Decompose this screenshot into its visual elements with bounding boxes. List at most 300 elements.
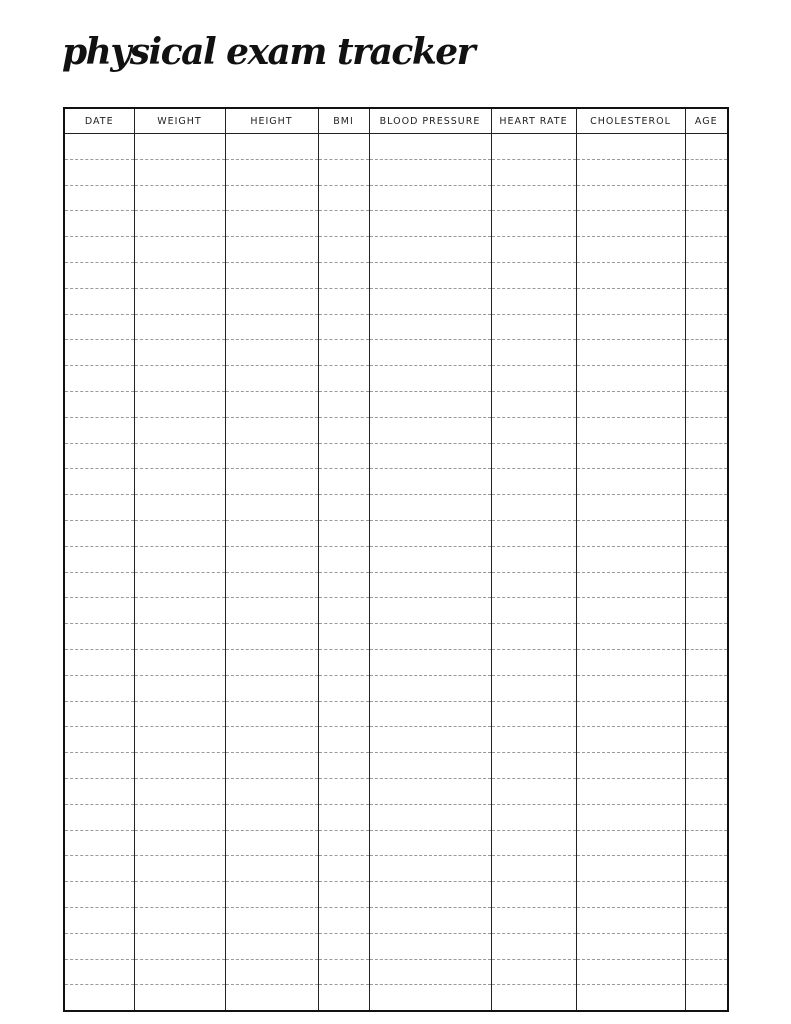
cell-bmi[interactable] [318, 933, 369, 959]
cell-date[interactable] [64, 933, 134, 959]
cell-age[interactable] [685, 159, 728, 185]
cell-blood-pressure[interactable] [369, 649, 491, 675]
cell-heart-rate[interactable] [491, 340, 576, 366]
cell-weight[interactable] [134, 675, 225, 701]
cell-cholesterol[interactable] [576, 727, 685, 753]
cell-date[interactable] [64, 262, 134, 288]
cell-height[interactable] [225, 753, 318, 779]
cell-height[interactable] [225, 495, 318, 521]
cell-date[interactable] [64, 314, 134, 340]
cell-weight[interactable] [134, 443, 225, 469]
cell-cholesterol[interactable] [576, 417, 685, 443]
cell-height[interactable] [225, 417, 318, 443]
cell-height[interactable] [225, 598, 318, 624]
table-row [64, 288, 728, 314]
cell-age[interactable] [685, 985, 728, 1011]
cell-weight[interactable] [134, 340, 225, 366]
cell-bmi[interactable] [318, 882, 369, 908]
table-row [64, 262, 728, 288]
cell-height[interactable] [225, 572, 318, 598]
cell-heart-rate[interactable] [491, 211, 576, 237]
cell-bmi[interactable] [318, 314, 369, 340]
cell-bmi[interactable] [318, 598, 369, 624]
cell-age[interactable] [685, 649, 728, 675]
cell-heart-rate[interactable] [491, 288, 576, 314]
cell-date[interactable] [64, 778, 134, 804]
table-row [64, 314, 728, 340]
cell-blood-pressure[interactable] [369, 907, 491, 933]
cell-weight[interactable] [134, 830, 225, 856]
cell-date[interactable] [64, 211, 134, 237]
cell-cholesterol[interactable] [576, 546, 685, 572]
cell-heart-rate[interactable] [491, 417, 576, 443]
cell-cholesterol[interactable] [576, 211, 685, 237]
cell-bmi[interactable] [318, 495, 369, 521]
cell-cholesterol[interactable] [576, 391, 685, 417]
cell-height[interactable] [225, 159, 318, 185]
cell-weight[interactable] [134, 933, 225, 959]
cell-heart-rate[interactable] [491, 778, 576, 804]
cell-blood-pressure[interactable] [369, 469, 491, 495]
table-row [64, 495, 728, 521]
table-row [64, 624, 728, 650]
cell-age[interactable] [685, 624, 728, 650]
cell-height[interactable] [225, 237, 318, 263]
cell-weight[interactable] [134, 882, 225, 908]
cell-height[interactable] [225, 959, 318, 985]
cell-height[interactable] [225, 314, 318, 340]
cell-blood-pressure[interactable] [369, 443, 491, 469]
cell-bmi[interactable] [318, 237, 369, 263]
cell-blood-pressure[interactable] [369, 830, 491, 856]
cell-weight[interactable] [134, 314, 225, 340]
cell-cholesterol[interactable] [576, 262, 685, 288]
cell-date[interactable] [64, 598, 134, 624]
table-row [64, 520, 728, 546]
cell-height[interactable] [225, 933, 318, 959]
cell-bmi[interactable] [318, 134, 369, 160]
cell-heart-rate[interactable] [491, 907, 576, 933]
cell-height[interactable] [225, 727, 318, 753]
cell-age[interactable] [685, 469, 728, 495]
cell-date[interactable] [64, 675, 134, 701]
cell-age[interactable] [685, 443, 728, 469]
cell-age[interactable] [685, 134, 728, 160]
cell-date[interactable] [64, 753, 134, 779]
cell-blood-pressure[interactable] [369, 933, 491, 959]
cell-date[interactable] [64, 804, 134, 830]
cell-height[interactable] [225, 546, 318, 572]
cell-date[interactable] [64, 340, 134, 366]
cell-height[interactable] [225, 778, 318, 804]
cell-weight[interactable] [134, 598, 225, 624]
cell-age[interactable] [685, 417, 728, 443]
cell-age[interactable] [685, 907, 728, 933]
cell-heart-rate[interactable] [491, 546, 576, 572]
table-row [64, 649, 728, 675]
cell-bmi[interactable] [318, 830, 369, 856]
cell-heart-rate[interactable] [491, 753, 576, 779]
cell-bmi[interactable] [318, 804, 369, 830]
cell-age[interactable] [685, 959, 728, 985]
cell-cholesterol[interactable] [576, 366, 685, 392]
cell-date[interactable] [64, 907, 134, 933]
cell-height[interactable] [225, 391, 318, 417]
cell-cholesterol[interactable] [576, 134, 685, 160]
cell-cholesterol[interactable] [576, 443, 685, 469]
cell-blood-pressure[interactable] [369, 417, 491, 443]
cell-height[interactable] [225, 185, 318, 211]
cell-blood-pressure[interactable] [369, 675, 491, 701]
cell-bmi[interactable] [318, 753, 369, 779]
cell-age[interactable] [685, 675, 728, 701]
cell-weight[interactable] [134, 520, 225, 546]
cell-weight[interactable] [134, 469, 225, 495]
cell-heart-rate[interactable] [491, 701, 576, 727]
cell-heart-rate[interactable] [491, 314, 576, 340]
cell-weight[interactable] [134, 727, 225, 753]
table-row [64, 469, 728, 495]
cell-age[interactable] [685, 778, 728, 804]
cell-heart-rate[interactable] [491, 520, 576, 546]
cell-bmi[interactable] [318, 185, 369, 211]
cell-heart-rate[interactable] [491, 391, 576, 417]
cell-weight[interactable] [134, 572, 225, 598]
cell-blood-pressure[interactable] [369, 288, 491, 314]
cell-weight[interactable] [134, 856, 225, 882]
cell-age[interactable] [685, 314, 728, 340]
cell-bmi[interactable] [318, 288, 369, 314]
cell-bmi[interactable] [318, 262, 369, 288]
cell-blood-pressure[interactable] [369, 520, 491, 546]
cell-bmi[interactable] [318, 159, 369, 185]
cell-bmi[interactable] [318, 391, 369, 417]
cell-cholesterol[interactable] [576, 959, 685, 985]
cell-height[interactable] [225, 469, 318, 495]
cell-date[interactable] [64, 882, 134, 908]
table-row [64, 391, 728, 417]
cell-blood-pressure[interactable] [369, 598, 491, 624]
cell-weight[interactable] [134, 185, 225, 211]
cell-cholesterol[interactable] [576, 520, 685, 546]
cell-weight[interactable] [134, 778, 225, 804]
cell-blood-pressure[interactable] [369, 237, 491, 263]
cell-bmi[interactable] [318, 624, 369, 650]
cell-cholesterol[interactable] [576, 159, 685, 185]
cell-bmi[interactable] [318, 649, 369, 675]
cell-heart-rate[interactable] [491, 366, 576, 392]
cell-heart-rate[interactable] [491, 675, 576, 701]
cell-bmi[interactable] [318, 546, 369, 572]
cell-bmi[interactable] [318, 856, 369, 882]
cell-date[interactable] [64, 159, 134, 185]
cell-bmi[interactable] [318, 572, 369, 598]
cell-heart-rate[interactable] [491, 572, 576, 598]
cell-cholesterol[interactable] [576, 288, 685, 314]
cell-cholesterol[interactable] [576, 495, 685, 521]
cell-blood-pressure[interactable] [369, 134, 491, 160]
cell-height[interactable] [225, 804, 318, 830]
cell-blood-pressure[interactable] [369, 882, 491, 908]
cell-heart-rate[interactable] [491, 134, 576, 160]
cell-heart-rate[interactable] [491, 262, 576, 288]
table-row [64, 237, 728, 263]
cell-height[interactable] [225, 907, 318, 933]
cell-weight[interactable] [134, 546, 225, 572]
table-row [64, 959, 728, 985]
cell-bmi[interactable] [318, 701, 369, 727]
cell-blood-pressure[interactable] [369, 572, 491, 598]
table-row [64, 134, 728, 160]
cell-heart-rate[interactable] [491, 495, 576, 521]
cell-age[interactable] [685, 804, 728, 830]
cell-heart-rate[interactable] [491, 959, 576, 985]
cell-age[interactable] [685, 727, 728, 753]
cell-date[interactable] [64, 495, 134, 521]
cell-bmi[interactable] [318, 675, 369, 701]
cell-date[interactable] [64, 727, 134, 753]
cell-age[interactable] [685, 520, 728, 546]
cell-bmi[interactable] [318, 340, 369, 366]
cell-weight[interactable] [134, 159, 225, 185]
cell-weight[interactable] [134, 624, 225, 650]
cell-heart-rate[interactable] [491, 985, 576, 1011]
cell-date[interactable] [64, 366, 134, 392]
cell-cholesterol[interactable] [576, 804, 685, 830]
cell-date[interactable] [64, 959, 134, 985]
cell-date[interactable] [64, 649, 134, 675]
cell-weight[interactable] [134, 985, 225, 1011]
cell-age[interactable] [685, 495, 728, 521]
cell-blood-pressure[interactable] [369, 495, 491, 521]
cell-date[interactable] [64, 856, 134, 882]
cell-height[interactable] [225, 262, 318, 288]
cell-weight[interactable] [134, 134, 225, 160]
cell-date[interactable] [64, 546, 134, 572]
cell-heart-rate[interactable] [491, 804, 576, 830]
cell-height[interactable] [225, 340, 318, 366]
cell-age[interactable] [685, 933, 728, 959]
cell-age[interactable] [685, 211, 728, 237]
cell-height[interactable] [225, 830, 318, 856]
cell-cholesterol[interactable] [576, 314, 685, 340]
cell-heart-rate[interactable] [491, 882, 576, 908]
table-row [64, 546, 728, 572]
cell-date[interactable] [64, 572, 134, 598]
cell-height[interactable] [225, 443, 318, 469]
cell-age[interactable] [685, 391, 728, 417]
cell-cholesterol[interactable] [576, 933, 685, 959]
cell-age[interactable] [685, 288, 728, 314]
table-row [64, 340, 728, 366]
cell-blood-pressure[interactable] [369, 727, 491, 753]
column-header-height: HEIGHT [225, 108, 318, 134]
cell-date[interactable] [64, 469, 134, 495]
table-row [64, 159, 728, 185]
cell-heart-rate[interactable] [491, 624, 576, 650]
cell-date[interactable] [64, 520, 134, 546]
cell-height[interactable] [225, 134, 318, 160]
cell-date[interactable] [64, 288, 134, 314]
cell-heart-rate[interactable] [491, 933, 576, 959]
cell-date[interactable] [64, 985, 134, 1011]
cell-height[interactable] [225, 701, 318, 727]
cell-bmi[interactable] [318, 469, 369, 495]
cell-age[interactable] [685, 882, 728, 908]
cell-heart-rate[interactable] [491, 237, 576, 263]
cell-weight[interactable] [134, 211, 225, 237]
cell-date[interactable] [64, 185, 134, 211]
cell-cholesterol[interactable] [576, 469, 685, 495]
table-row [64, 572, 728, 598]
cell-age[interactable] [685, 572, 728, 598]
cell-bmi[interactable] [318, 778, 369, 804]
cell-bmi[interactable] [318, 417, 369, 443]
cell-height[interactable] [225, 520, 318, 546]
cell-blood-pressure[interactable] [369, 778, 491, 804]
table-row [64, 830, 728, 856]
cell-date[interactable] [64, 237, 134, 263]
cell-heart-rate[interactable] [491, 649, 576, 675]
cell-weight[interactable] [134, 649, 225, 675]
cell-bmi[interactable] [318, 727, 369, 753]
cell-weight[interactable] [134, 391, 225, 417]
cell-blood-pressure[interactable] [369, 185, 491, 211]
cell-bmi[interactable] [318, 907, 369, 933]
cell-height[interactable] [225, 366, 318, 392]
cell-weight[interactable] [134, 701, 225, 727]
table-row [64, 366, 728, 392]
cell-age[interactable] [685, 262, 728, 288]
cell-weight[interactable] [134, 366, 225, 392]
cell-cholesterol[interactable] [576, 598, 685, 624]
cell-blood-pressure[interactable] [369, 391, 491, 417]
cell-cholesterol[interactable] [576, 856, 685, 882]
cell-date[interactable] [64, 830, 134, 856]
column-header-date: DATE [64, 108, 134, 134]
cell-cholesterol[interactable] [576, 753, 685, 779]
table-row [64, 417, 728, 443]
cell-age[interactable] [685, 366, 728, 392]
table-row [64, 727, 728, 753]
cell-weight[interactable] [134, 237, 225, 263]
cell-weight[interactable] [134, 804, 225, 830]
cell-weight[interactable] [134, 262, 225, 288]
cell-date[interactable] [64, 134, 134, 160]
cell-cholesterol[interactable] [576, 340, 685, 366]
cell-weight[interactable] [134, 959, 225, 985]
cell-bmi[interactable] [318, 959, 369, 985]
cell-height[interactable] [225, 882, 318, 908]
cell-bmi[interactable] [318, 520, 369, 546]
cell-bmi[interactable] [318, 443, 369, 469]
cell-cholesterol[interactable] [576, 985, 685, 1011]
column-header-heart-rate: HEART RATE [491, 108, 576, 134]
cell-height[interactable] [225, 649, 318, 675]
cell-cholesterol[interactable] [576, 624, 685, 650]
cell-weight[interactable] [134, 417, 225, 443]
cell-date[interactable] [64, 391, 134, 417]
cell-heart-rate[interactable] [491, 185, 576, 211]
cell-age[interactable] [685, 185, 728, 211]
cell-heart-rate[interactable] [491, 830, 576, 856]
cell-date[interactable] [64, 701, 134, 727]
cell-heart-rate[interactable] [491, 727, 576, 753]
cell-blood-pressure[interactable] [369, 262, 491, 288]
cell-blood-pressure[interactable] [369, 959, 491, 985]
cell-height[interactable] [225, 624, 318, 650]
table-row [64, 778, 728, 804]
cell-heart-rate[interactable] [491, 443, 576, 469]
cell-height[interactable] [225, 211, 318, 237]
cell-blood-pressure[interactable] [369, 366, 491, 392]
cell-cholesterol[interactable] [576, 649, 685, 675]
cell-cholesterol[interactable] [576, 907, 685, 933]
cell-heart-rate[interactable] [491, 856, 576, 882]
cell-weight[interactable] [134, 753, 225, 779]
cell-blood-pressure[interactable] [369, 701, 491, 727]
cell-blood-pressure[interactable] [369, 159, 491, 185]
cell-cholesterol[interactable] [576, 675, 685, 701]
cell-date[interactable] [64, 443, 134, 469]
cell-cholesterol[interactable] [576, 185, 685, 211]
cell-date[interactable] [64, 417, 134, 443]
cell-heart-rate[interactable] [491, 159, 576, 185]
cell-age[interactable] [685, 856, 728, 882]
cell-bmi[interactable] [318, 366, 369, 392]
table-row [64, 933, 728, 959]
cell-heart-rate[interactable] [491, 469, 576, 495]
cell-age[interactable] [685, 237, 728, 263]
cell-bmi[interactable] [318, 985, 369, 1011]
cell-age[interactable] [685, 340, 728, 366]
cell-blood-pressure[interactable] [369, 546, 491, 572]
cell-height[interactable] [225, 856, 318, 882]
cell-age[interactable] [685, 830, 728, 856]
cell-cholesterol[interactable] [576, 882, 685, 908]
cell-weight[interactable] [134, 288, 225, 314]
cell-blood-pressure[interactable] [369, 804, 491, 830]
cell-height[interactable] [225, 288, 318, 314]
cell-date[interactable] [64, 624, 134, 650]
cell-blood-pressure[interactable] [369, 340, 491, 366]
cell-blood-pressure[interactable] [369, 985, 491, 1011]
cell-cholesterol[interactable] [576, 778, 685, 804]
cell-age[interactable] [685, 701, 728, 727]
cell-weight[interactable] [134, 907, 225, 933]
cell-cholesterol[interactable] [576, 572, 685, 598]
column-header-blood-pressure: BLOOD PRESSURE [369, 108, 491, 134]
cell-cholesterol[interactable] [576, 830, 685, 856]
cell-height[interactable] [225, 675, 318, 701]
table-row [64, 856, 728, 882]
cell-blood-pressure[interactable] [369, 856, 491, 882]
cell-age[interactable] [685, 598, 728, 624]
cell-weight[interactable] [134, 495, 225, 521]
cell-height[interactable] [225, 985, 318, 1011]
cell-cholesterol[interactable] [576, 237, 685, 263]
cell-age[interactable] [685, 546, 728, 572]
cell-heart-rate[interactable] [491, 598, 576, 624]
cell-age[interactable] [685, 753, 728, 779]
cell-cholesterol[interactable] [576, 701, 685, 727]
cell-bmi[interactable] [318, 211, 369, 237]
cell-blood-pressure[interactable] [369, 753, 491, 779]
cell-blood-pressure[interactable] [369, 211, 491, 237]
cell-blood-pressure[interactable] [369, 624, 491, 650]
cell-blood-pressure[interactable] [369, 314, 491, 340]
column-header-age: AGE [685, 108, 728, 134]
